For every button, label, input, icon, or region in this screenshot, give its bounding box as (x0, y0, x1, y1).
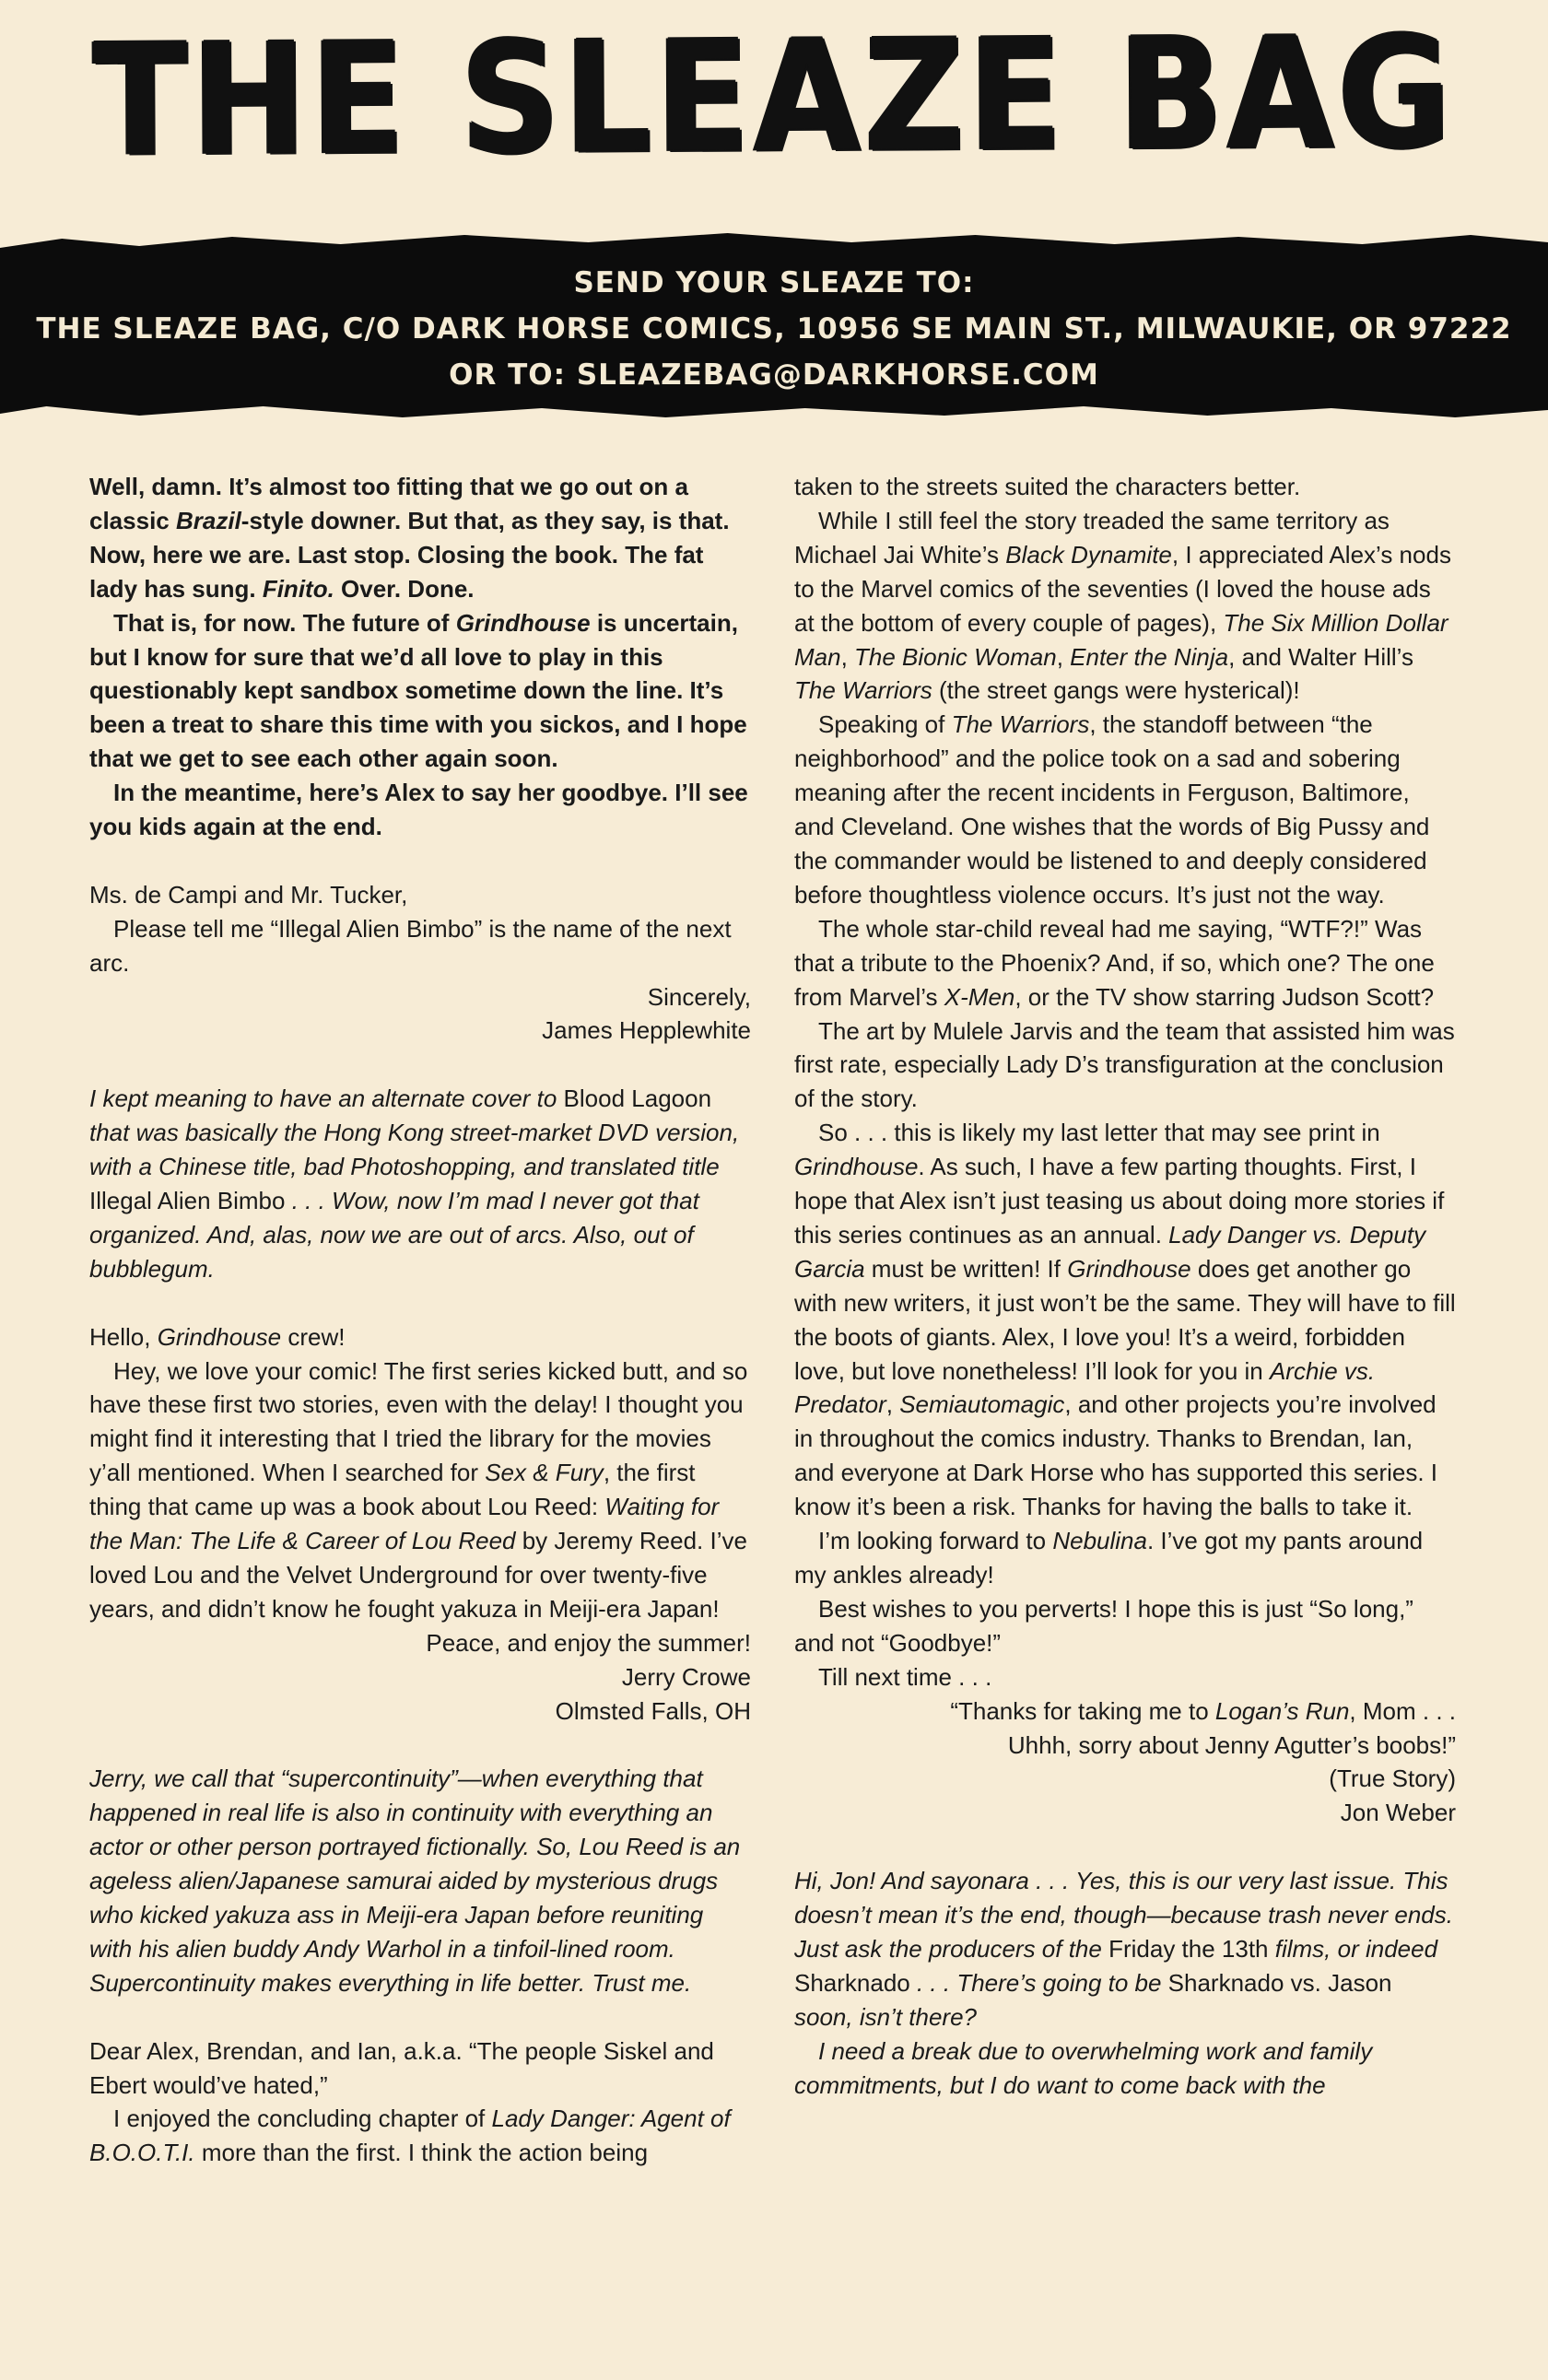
letter-3-para-5: The art by Mulele Jarvis and the team that assisted him was first rate, especially Lady D’s transfiguration at the conclusion of the story. (794, 1016, 1455, 1113)
editor-intro-2: That is, for now. The future of Grindhouse is uncertain, but I know for sure that we’d all love to play in this questionably kept sandbox sometime down the line. It’s been a treat to share this time with you sickos, and I hope that we get to see each other again soon. (89, 608, 747, 773)
letter-3-body: I enjoyed the concluding chapter of Lady Danger: Agent of B.O.O.T.I. more than the first. I think the action being (89, 2104, 731, 2167)
letter-2-closing: Peace, and enjoy the summer! (426, 1628, 751, 1657)
letter-3-para-4: The whole star-child reveal had me saying, “WTF?!” Was that a tribute to the Phoenix? And, if so, which one? The one from Marvel’s X-Men, or the TV show starring Judson Scott? (794, 914, 1435, 1011)
letter-2-signature: Jerry Crowe (621, 1662, 751, 1691)
banner-line-3: OR TO: SLEAZEBAG@DARKHORSE.COM (449, 358, 1099, 392)
banner-line-2: THE SLEAZE BAG, C/O DARK HORSE COMICS, 10956 SE MAIN ST., MILWAUKIE, OR 97222 (36, 312, 1512, 346)
right-column (794, 470, 1456, 2102)
letter-3-quote-1: “Thanks for taking me to Logan’s Run, Mom . . . (950, 1696, 1456, 1725)
reply-1: I kept meaning to have an alternate cover to Blood Lagoon that was basically the Hong Kong street-market DVD version, with a Chinese title, bad Photoshopping, and translated title Illegal Alien Bimbo . . . Wow, now I’m mad I never got that organized. And, alas, now we are out of arcs. Also, out of bubblegum. (89, 1084, 740, 1283)
reply-3: Hi, Jon! And sayonara . . . Yes, this is our very last issue. This doesn’t mean it’s the end, though—because trash never ends. Just ask the producers of the Friday the 13th films, or indeed Sharknado . . . There’s going to be Sharknado vs. Jason soon, isn’t there? (794, 1867, 1453, 2031)
letter-3-continued: taken to the streets suited the characters better. (794, 473, 1301, 500)
letter-3-para-6: So . . . this is likely my last letter that may see print in Grindhouse. As such, I have a few parting thoughts. First, I hope that Alex isn’t just teasing us about doing more stories if this series continues as an annual. Lady Danger vs. Deputy Garcia must be written! If Grindhouse does get another go with new writers, it just won’t be the same. They will have to fill the boots of giants. Alex, I love you! It’s a weird, forbidden love, but love nonetheless! I’ll look for you in Archie vs. Predator, Semiautomagic, and other projects you’re involved in throughout the comics industry. Thanks to Brendan, Ian, and everyone at Dark Horse who has supported this series. I know it’s been a risk. Thanks for having the balls to take it. (794, 1119, 1456, 1521)
reply-2: Jerry, we call that “supercontinuity”—when everything that happened in real life is also in continuity with everything an actor or other person portrayed fictionally. So, Lou Reed is an ageless alien/Japanese samurai aided by mysterious drugs who kicked yakuza ass in Meiji-era Japan before reuniting with his alien buddy Andy Warhol in a tinfoil-lined room. Supercontinuity makes everything in life better. Trust me. (89, 1764, 741, 1997)
page-title: THE SLEAZE BAG (92, 3, 1456, 191)
banner-text (0, 260, 1548, 398)
letter-3-para-2: While I still feel the story treaded the same territory as Michael Jai White’s Black Dynamite, I appreciated Alex’s nods to the Marvel comics of the seventies (I loved the house ads at the bottom of every couple of pages), The Six Million Dollar Man, The Bionic Woman, Enter the Ninja, and Walter Hill’s The Warriors (the street gangs were hysterical)! (794, 506, 1451, 705)
letter-1-closing: Sincerely, (647, 982, 751, 1011)
letter-1-salutation: Ms. de Campi and Mr. Tucker, (89, 880, 408, 909)
left-column (89, 470, 751, 2170)
editor-intro-1: Well, damn. It’s almost too fitting that we go out on a classic Brazil-style downer. But that, as they say, is that. Now, here we are. Last stop. Closing the book. The fat lady has sung. Finito. Over. Done. (89, 473, 730, 603)
letter-3-para-8: Best wishes to you perverts! I hope this is just “So long,” and not “Goodbye!” (794, 1594, 1413, 1657)
letter-3-para-3: Speaking of The Warriors, the standoff between “the neighborhood” and the police took on a sad and sobering meaning after the recent incidents in Ferguson, Baltimore, and Cleveland. One wishes that the words of Big Pussy and the commander would be listened to and deeply considered before thoughtless violence occurs. It’s just not the way. (794, 710, 1430, 909)
letter-2-salutation: Hello, Grindhouse crew! (89, 1322, 346, 1351)
letter-3-quote-3: (True Story) (1329, 1764, 1456, 1793)
banner-line-1: SEND YOUR SLEAZE TO: (573, 266, 975, 299)
letter-3-para-9: Till next time . . . (818, 1662, 992, 1691)
letter-2-body: Hey, we love your comic! The first series kicked butt, and so have these first two stories, even with the delay! I thought you might find it interesting that I tried the library for the movies y’all mentioned. When I searched for Sex & Fury, the first thing that came up was a book about Lou Reed: Waiting for the Man: The Life & Career of Lou Reed by Jeremy Reed. I’ve loved Lou and the Velvet Underground for over twenty-five years, and didn’t know he fought yakuza in Meiji-era Japan! (89, 1356, 748, 1623)
editor-intro-3: In the meantime, here’s Alex to say her goodbye. I’ll see you kids again at the end. (89, 779, 748, 841)
letter-3-salutation: Dear Alex, Brendan, and Ian, a.k.a. “The people Siskel and Ebert would’ve hated,” (89, 2036, 714, 2099)
letter-3-signature: Jon Weber (1340, 1799, 1456, 1827)
letter-1-body: Please tell me “Illegal Alien Bimbo” is the name of the next arc. (89, 914, 732, 977)
letter-3-para-7: I’m looking forward to Nebulina. I’ve got my pants around my ankles already! (794, 1527, 1424, 1589)
letter-1-signature: James Hepplewhite (542, 1016, 751, 1045)
letter-2-location: Olmsted Falls, OH (555, 1696, 751, 1725)
letter-3-quote-2: Uhhh, sorry about Jenny Agutter’s boobs!” (1007, 1730, 1456, 1759)
reply-3-para-2: I need a break due to overwhelming work and family commitments, but I do want to come back with the (794, 2036, 1373, 2099)
